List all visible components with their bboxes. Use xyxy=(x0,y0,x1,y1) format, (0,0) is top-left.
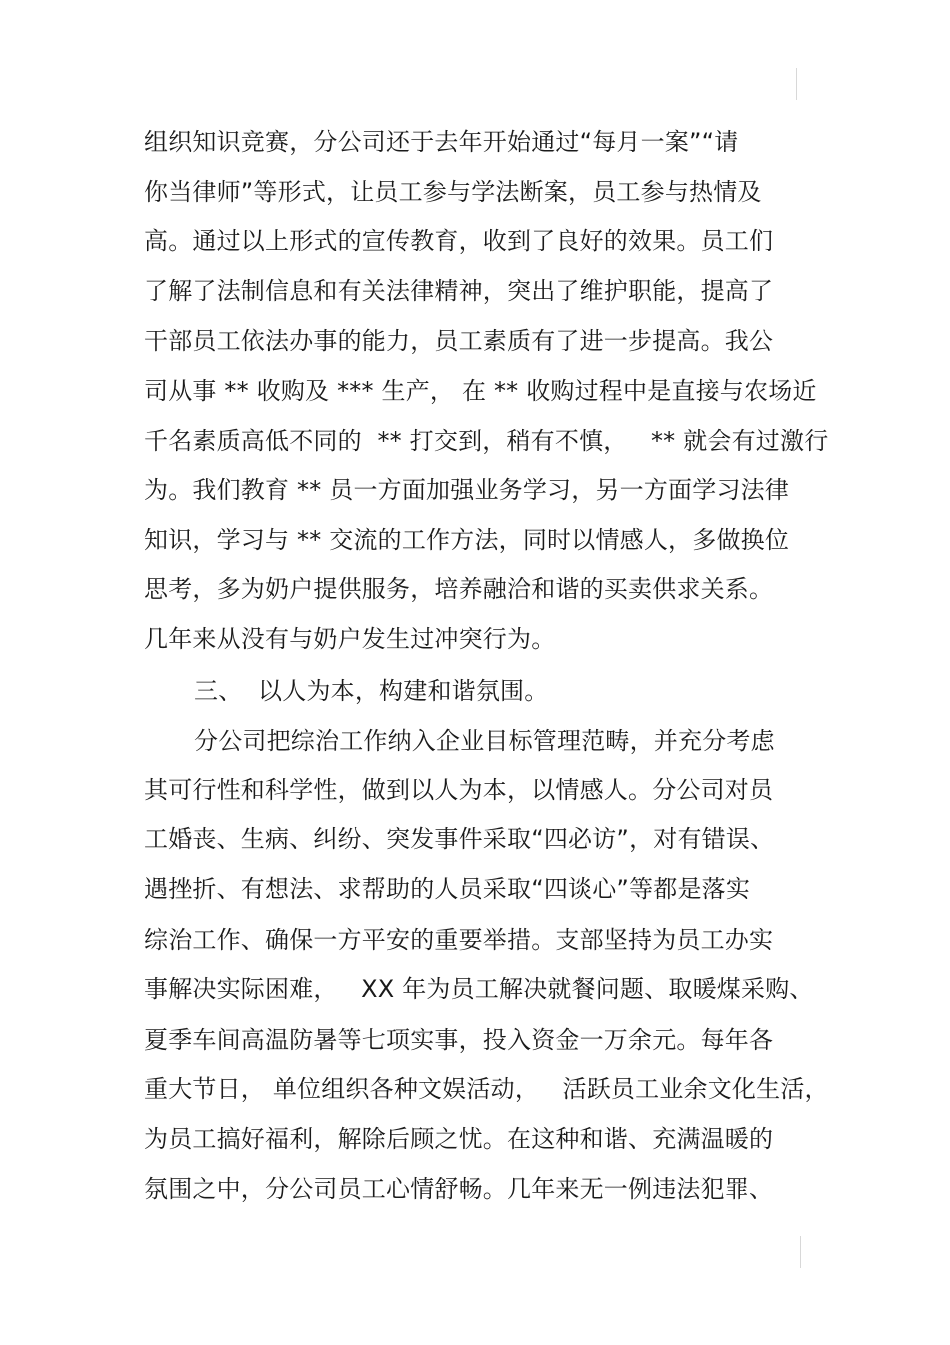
body-line: 高。通过以上形式的宣传教育，收到了良好的效果。员工们 xyxy=(144,227,774,255)
section-heading: 三、 以人为本，构建和谐氛围。 xyxy=(194,677,549,705)
body-line: 千名素质高低不同的 ** 打交到，稍有不慎， ** 就会有过激行 xyxy=(144,427,829,455)
body-line: 工婚丧、生病、纠纷、突发事件采取“四必访”，对有错误、 xyxy=(144,825,775,853)
body-line: 知识，学习与 ** 交流的工作方法，同时以情感人，多做换位 xyxy=(144,526,790,554)
page-margin-mark-bottom xyxy=(800,1236,801,1268)
body-line: 干部员工依法办事的能力，员工素质有了进一步提高。我公 xyxy=(144,327,774,355)
body-line: 司从事 ** 收购及 *** 生产， 在 ** 收购过程中是直接与农场近 xyxy=(144,377,817,405)
body-line: 为。我们教育 ** 员一方面加强业务学习，另一方面学习法律 xyxy=(144,476,790,504)
body-line: 了解了法制信息和有关法律精神，突出了维护职能，提高了 xyxy=(144,277,774,305)
body-line: 几年来从没有与奶户发生过冲突行为。 xyxy=(144,625,556,653)
body-line: 分公司把综治工作纳入企业目标管理范畴，并充分考虑 xyxy=(194,727,775,755)
body-line: 其可行性和科学性，做到以人为本，以情感人。分公司对员 xyxy=(144,776,774,804)
body-line: 思考，多为奶户提供服务，培养融洽和谐的买卖供求关系。 xyxy=(144,575,774,603)
body-line: 组织知识竞赛，分公司还于去年开始通过“每月一案”“请 xyxy=(144,128,739,156)
body-line: 重大节日， 单位组织各种文娱活动， 活跃员工业余文化生活， xyxy=(144,1075,829,1103)
page-margin-mark-top xyxy=(796,68,797,100)
body-line: 氛围之中，分公司员工心情舒畅。几年来无一例违法犯罪、 xyxy=(144,1175,774,1203)
body-line: 综治工作、确保一方平安的重要举措。支部坚持为员工办实 xyxy=(144,926,774,954)
body-line: 遇挫折、有想法、求帮助的人员采取“四谈心”等都是落实 xyxy=(144,875,751,903)
body-line: 你当律师”等形式，让员工参与学法断案，员工参与热情及 xyxy=(144,178,762,206)
body-line: 事解决实际困难， XX 年为员工解决就餐问题、取暖煤采购、 xyxy=(144,975,814,1003)
body-line: 夏季车间高温防暑等七项实事，投入资金一万余元。每年各 xyxy=(144,1026,774,1054)
body-line: 为员工搞好福利，解除后顾之忧。在这种和谐、充满温暖的 xyxy=(144,1125,774,1153)
